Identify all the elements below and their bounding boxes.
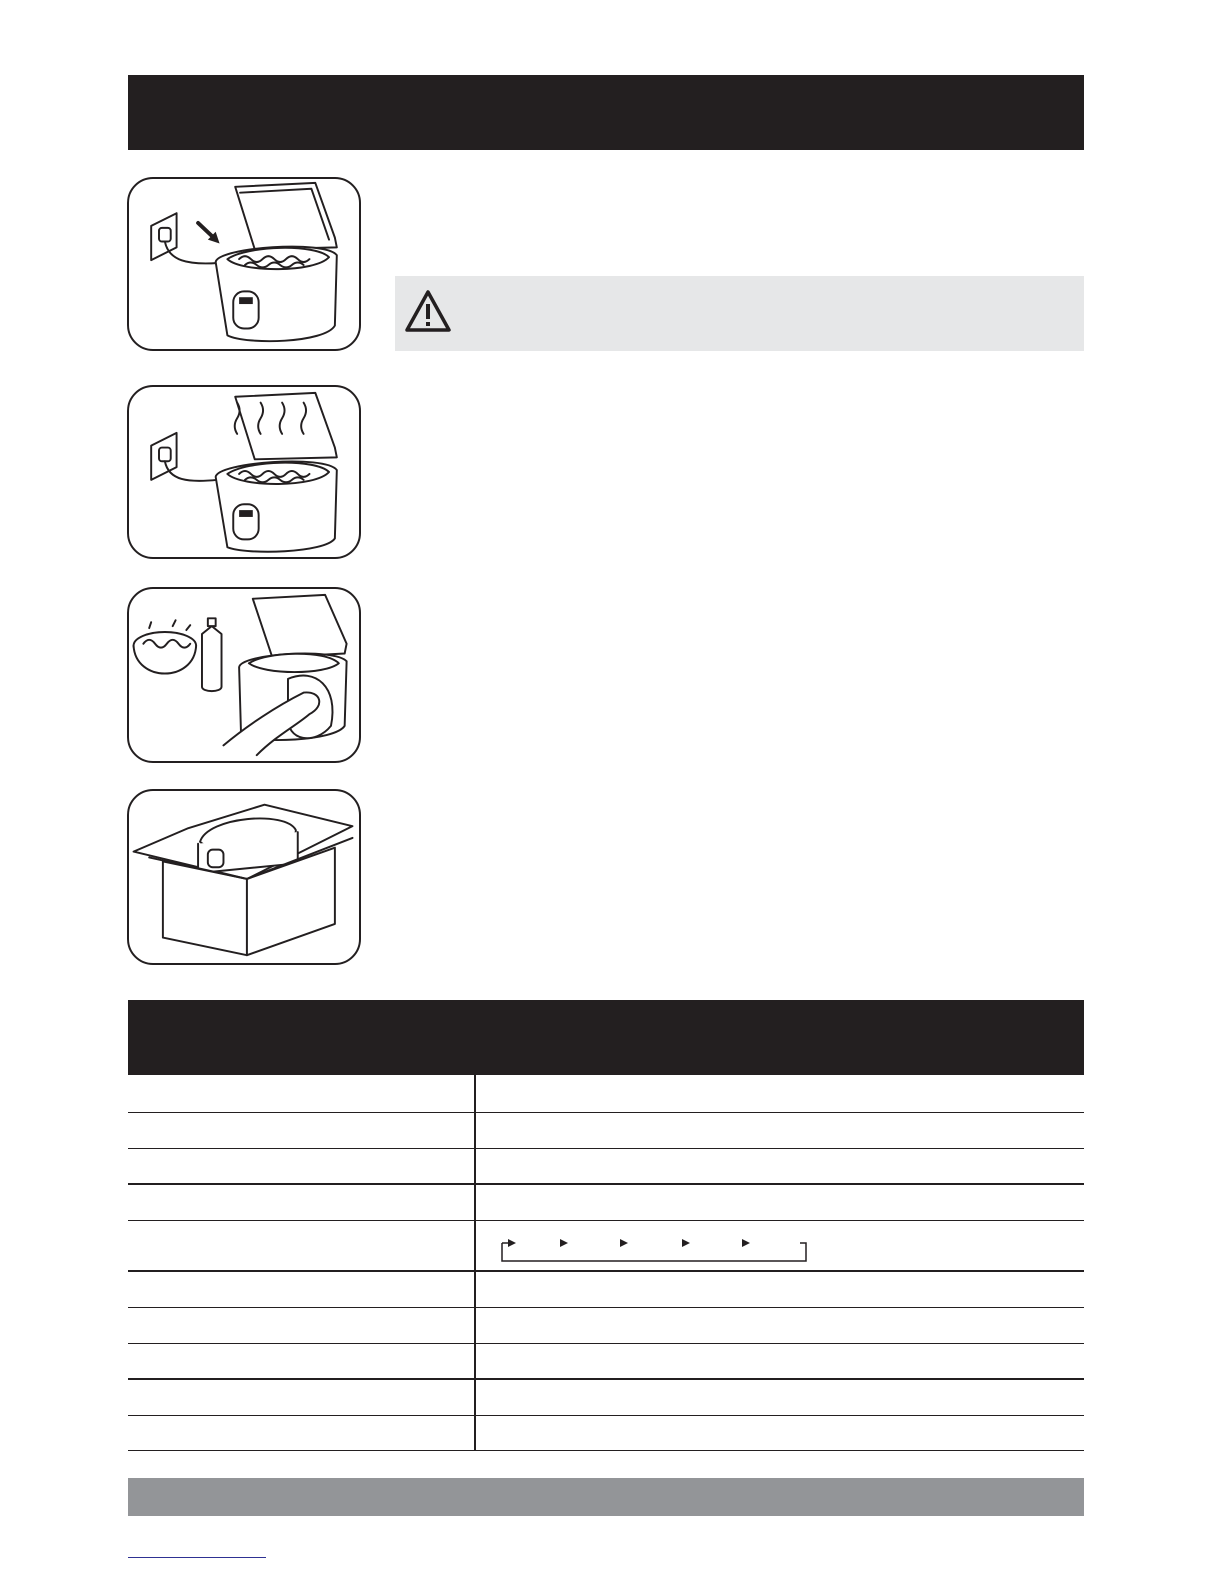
table-row <box>128 1308 1084 1344</box>
table-row <box>128 1416 1084 1451</box>
cycle-sequence-diagram <box>498 1233 810 1263</box>
cleaning-illustration <box>127 587 361 763</box>
cool-down-illustration <box>127 385 361 559</box>
unplug-illustration <box>127 177 361 351</box>
table-row <box>128 1113 1084 1149</box>
table-row <box>128 1075 1084 1113</box>
specifications-section-header <box>128 1000 1084 1075</box>
warning-triangle-icon <box>404 289 452 333</box>
table-row <box>128 1380 1084 1416</box>
table-row <box>128 1272 1084 1308</box>
warning-box <box>395 276 1084 351</box>
table-row <box>128 1185 1084 1221</box>
footer-link[interactable] <box>128 1557 266 1558</box>
storage-box-illustration <box>127 789 361 965</box>
specifications-table <box>128 1075 1084 1451</box>
footer-bar <box>128 1478 1084 1516</box>
table-row <box>128 1344 1084 1380</box>
care-section-header <box>128 75 1084 150</box>
table-row <box>128 1149 1084 1185</box>
table-row <box>128 1221 1084 1272</box>
table-column-divider <box>474 1075 476 1450</box>
